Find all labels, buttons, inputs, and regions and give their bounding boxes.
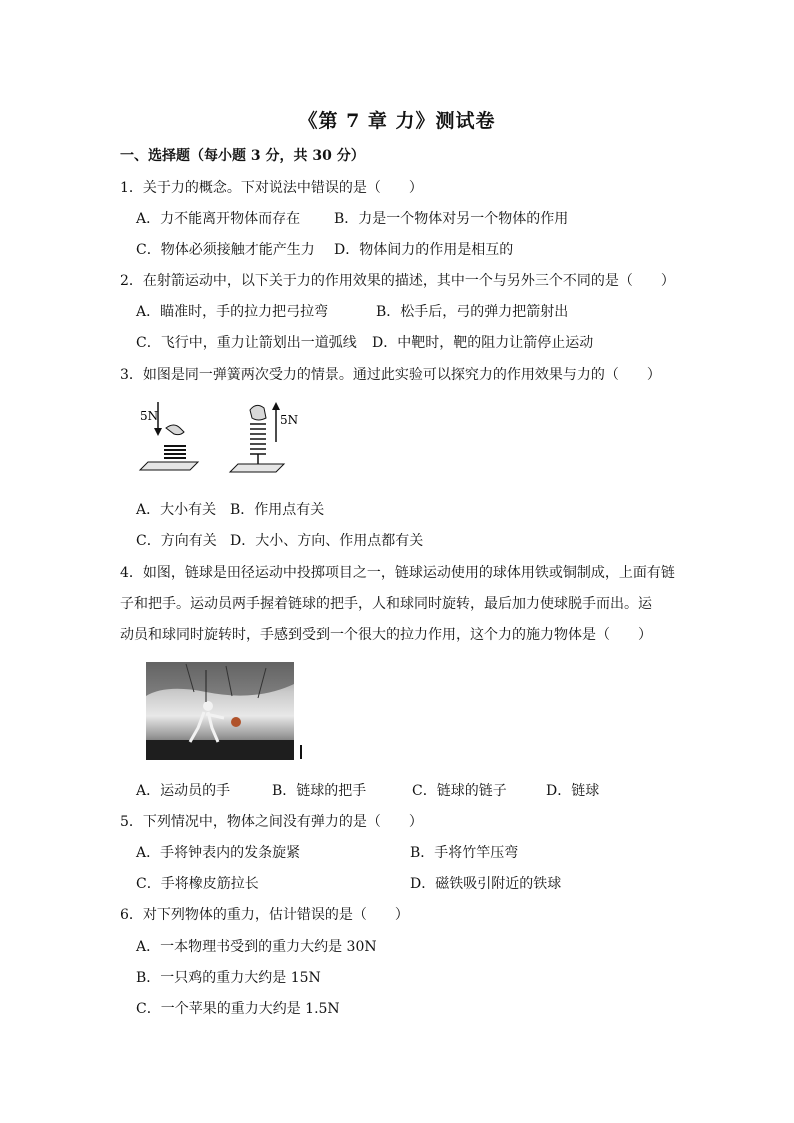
- question-5-options-row1: [136, 842, 518, 862]
- question-5-stem: 5．下列情况中，物体之间没有弹力的是（ ）: [120, 814, 423, 830]
- question-4-stem-line2: 子和把手。运动员两手握着链球的把手，人和球同时旋转，最后加力使球脱手而出。运: [120, 596, 652, 612]
- hammer-throw-photo: [146, 662, 294, 760]
- question-2-stem: 2．在射箭运动中，以下关于力的作用效果的描述，其中一个与另外三个不同的是（ ）: [120, 273, 675, 289]
- figure-marker: [300, 745, 302, 759]
- question-4-stem-line1: 4．如图，链球是田径运动中投掷项目之一，链球运动使用的球体用铁或铜制成，上面有链: [120, 565, 675, 581]
- spring-left-force-label: 5N: [140, 409, 159, 423]
- question-4-option-d: D．链球: [546, 783, 600, 799]
- question-3-options-row2: [136, 530, 423, 550]
- question-1-option-a: A．力不能离开物体而存在: [136, 211, 301, 227]
- question-4-option-c: C．链球的链子: [412, 783, 507, 799]
- compressed-spring-icon: [140, 425, 198, 470]
- spring-right-force-label: 5N: [280, 413, 299, 427]
- question-4-option-a: A．运动员的手: [136, 783, 231, 799]
- question-2-option-b: B．松手后，弓的弹力把箭射出: [376, 304, 569, 320]
- question-1-option-c: C．物体必须接触才能产生力: [136, 242, 315, 258]
- question-5-option-d: D．磁铁吸引附近的铁球: [410, 876, 562, 892]
- question-2-option-c: C．飞行中，重力让箭划出一道弧线: [136, 335, 357, 351]
- question-2-options-row1: [136, 301, 568, 321]
- question-6-option-a: A．一本物理书受到的重力大约是 30N: [136, 939, 377, 955]
- question-4-stem-line3: 动员和球同时旋转时，手感到受到一个很大的拉力作用，这个力的施力物体是（ ）: [120, 627, 652, 643]
- question-3-stem: 3．如图是同一弹簧两次受力的情景。通过此实验可以探究力的作用效果与力的（ ）: [120, 367, 661, 383]
- question-1-options-row2: [136, 239, 513, 259]
- question-5-option-c: C．手将橡皮筋拉长: [136, 876, 259, 892]
- question-1-option-d: D．物体间力的作用是相互的: [334, 242, 514, 258]
- question-2-option-d: D．中靶时，靶的阻力让箭停止运动: [372, 335, 594, 351]
- question-2-options-row2: [136, 332, 593, 352]
- question-1-options-row1: [136, 208, 568, 228]
- question-6-option-c: C．一个苹果的重力大约是 1.5N: [136, 1001, 340, 1017]
- section-heading: 一、选择题（每小题 3 分，共 30 分）: [120, 148, 365, 164]
- question-5-option-a: A．手将钟表内的发条旋紧: [136, 845, 301, 861]
- question-6-stem: 6．对下列物体的重力，估计错误的是（ ）: [120, 907, 409, 923]
- question-6-option-b: B．一只鸡的重力大约是 15N: [136, 970, 321, 986]
- question-3-option-d: D．大小、方向、作用点都有关: [230, 533, 424, 549]
- question-3-options-row1: [136, 499, 324, 519]
- page-title: 《第 7 章 力》测试卷: [298, 110, 496, 132]
- athlete-figure-icon: [190, 701, 224, 742]
- question-5-option-b: B．手将竹竿压弯: [410, 845, 519, 861]
- up-arrow-icon: [272, 402, 280, 442]
- question-3-option-a: A．大小有关: [136, 502, 217, 518]
- question-1-stem: 1．关于力的概念。下对说法中错误的是（ ）: [120, 180, 423, 196]
- question-3-option-b: B．作用点有关: [230, 502, 325, 518]
- question-2-option-a: A．瞄准时，手的拉力把弓拉弯: [136, 304, 329, 320]
- spring-figure: [138, 398, 308, 484]
- question-5-options-row2: [136, 873, 561, 893]
- hammer-ball-icon: [231, 717, 241, 727]
- question-3-option-c: C．方向有关: [136, 533, 217, 549]
- question-4-options-row: [136, 780, 599, 800]
- question-4-option-b: B．链球的把手: [272, 783, 367, 799]
- question-1-option-b: B．力是一个物体对另一个物体的作用: [334, 211, 569, 227]
